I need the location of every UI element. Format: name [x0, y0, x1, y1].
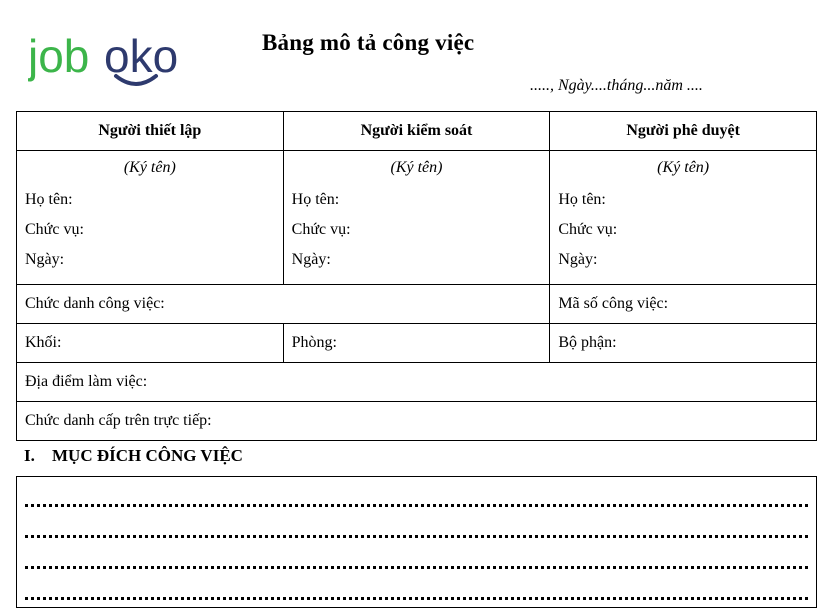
dotted-line	[25, 538, 808, 569]
section-title: MỤC ĐÍCH CÔNG VIỆC	[52, 446, 243, 465]
position-label: Chức vụ:	[25, 221, 84, 238]
date-line: ....., Ngày....tháng...năm ....	[530, 77, 703, 94]
joboko-logo	[28, 30, 178, 90]
sign-label: (Ký tên)	[657, 159, 710, 176]
logo-text-oko: oko	[104, 30, 178, 82]
job-title-field[interactable]: Chức danh công việc:	[17, 285, 550, 324]
position-label: Chức vụ:	[291, 221, 351, 238]
division-field[interactable]: Khối:	[17, 324, 284, 363]
header-approver: Người phê duyệt	[550, 112, 817, 151]
name-label: Họ tên:	[558, 191, 606, 208]
date-label: Ngày:	[25, 251, 65, 268]
location-field[interactable]: Địa điểm làm việc:	[17, 363, 817, 402]
document-title: Bảng mô tả công việc	[262, 30, 475, 55]
logo-text-job: job	[28, 30, 90, 82]
header-creator: Người thiết lập	[17, 112, 284, 151]
dotted-line	[25, 507, 808, 538]
section-heading-purpose	[24, 446, 243, 466]
purpose-input-box[interactable]	[16, 476, 817, 608]
sign-label: (Ký tên)	[123, 159, 176, 176]
header-controller: Người kiểm soát	[283, 112, 550, 151]
supervisor-field[interactable]: Chức danh cấp trên trực tiếp:	[17, 402, 817, 441]
job-code-field[interactable]: Mã số công việc:	[550, 285, 817, 324]
signature-cell-creator[interactable]	[17, 151, 284, 285]
department-field[interactable]: Bộ phận:	[550, 324, 817, 363]
date-label: Ngày:	[558, 251, 598, 268]
signature-cell-approver[interactable]	[550, 151, 817, 285]
date-label: Ngày:	[291, 251, 331, 268]
approval-table	[16, 111, 817, 441]
dotted-line	[25, 477, 808, 507]
position-label: Chức vụ:	[558, 221, 618, 238]
name-label: Họ tên:	[291, 191, 340, 208]
section-number: I.	[24, 446, 35, 465]
room-field[interactable]: Phòng:	[283, 324, 550, 363]
sign-label: (Ký tên)	[390, 159, 443, 176]
dotted-line	[25, 569, 808, 600]
signature-cell-controller[interactable]	[283, 151, 550, 285]
name-label: Họ tên:	[25, 191, 73, 208]
